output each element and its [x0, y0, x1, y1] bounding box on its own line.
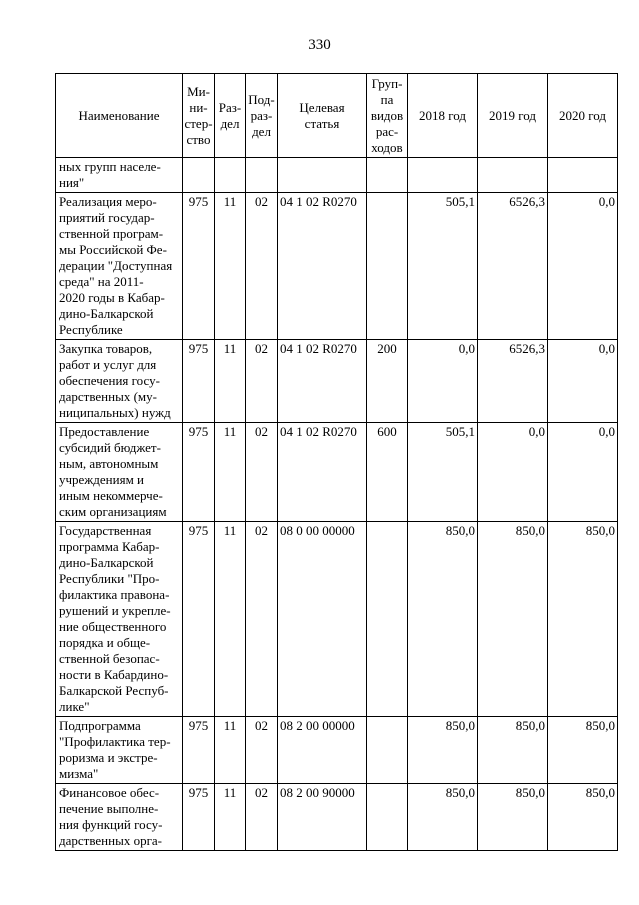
- page-number: 330: [308, 37, 331, 53]
- table-row: [56, 340, 618, 423]
- row-subsection: [246, 158, 278, 193]
- row-ministry: 975: [183, 784, 215, 851]
- row-target: 08 2 00 90000: [278, 784, 367, 851]
- row-2020: 0,0: [548, 340, 618, 423]
- row-target: 08 0 00 00000: [278, 522, 367, 717]
- row-name: Подпрограмма "Профилактика тер- роризма и экстре- мизма": [56, 717, 183, 784]
- row-2019: 850,0: [478, 784, 548, 851]
- row-expense-group: [367, 717, 408, 784]
- row-2020: [548, 158, 618, 193]
- row-ministry: 975: [183, 522, 215, 717]
- row-name: Финансовое обес- печение выполне- ния функций госу- дарственных орга-: [56, 784, 183, 851]
- row-2019: 6526,3: [478, 193, 548, 340]
- row-expense-group: 600: [367, 423, 408, 522]
- row-name: Государственная программа Кабар- дино-Балкарской Республики "Про- филактика правона- рушений и укрепле- ние общественного порядка и обще- ственной безопас- ности в Кабардино- Балкарской Респуб- лике": [56, 522, 183, 717]
- row-section: 11: [215, 423, 246, 522]
- row-name: Закупка товаров, работ и услуг для обеспечения госу- дарственных (му- ниципальных) нужд: [56, 340, 183, 423]
- row-target: 04 1 02 R0270: [278, 423, 367, 522]
- table-row: [56, 423, 618, 522]
- row-2019: 0,0: [478, 423, 548, 522]
- header-expense-group: Груп- па видов рас- ходов: [367, 74, 408, 158]
- row-name: ных групп населе- ния": [56, 158, 183, 193]
- row-2018: 505,1: [408, 193, 478, 340]
- table-row: [56, 784, 618, 851]
- header-section: Раз- дел: [215, 74, 246, 158]
- header-2019: 2019 год: [478, 74, 548, 158]
- row-2018: 850,0: [408, 784, 478, 851]
- header-ministry: Ми- ни- стер- ство: [183, 74, 215, 158]
- row-expense-group: [367, 158, 408, 193]
- row-section: [215, 158, 246, 193]
- header-target: Целевая статья: [278, 74, 367, 158]
- row-target: 04 1 02 R0270: [278, 340, 367, 423]
- row-target: 08 2 00 00000: [278, 717, 367, 784]
- row-expense-group: [367, 193, 408, 340]
- row-ministry: 975: [183, 717, 215, 784]
- header-subsection: Под- раз- дел: [246, 74, 278, 158]
- row-ministry: 975: [183, 193, 215, 340]
- row-2020: 850,0: [548, 784, 618, 851]
- row-2020: 0,0: [548, 193, 618, 340]
- row-ministry: 975: [183, 340, 215, 423]
- table-row: [56, 522, 618, 717]
- header-row: [56, 74, 618, 158]
- row-section: 11: [215, 784, 246, 851]
- header-2020: 2020 год: [548, 74, 618, 158]
- row-expense-group: [367, 784, 408, 851]
- table-row: [56, 717, 618, 784]
- row-expense-group: 200: [367, 340, 408, 423]
- row-2018: [408, 158, 478, 193]
- row-subsection: 02: [246, 340, 278, 423]
- row-2018: 850,0: [408, 522, 478, 717]
- row-subsection: 02: [246, 522, 278, 717]
- row-section: 11: [215, 717, 246, 784]
- row-name: Предоставление субсидий бюджет- ным, автономным учреждениям и иным некоммерче- ским организациям: [56, 423, 183, 522]
- budget-table: [55, 73, 618, 851]
- row-2019: [478, 158, 548, 193]
- table-row: [56, 193, 618, 340]
- row-name: Реализация меро- приятий государ- ственной програм- мы Российской Фе- дерации "Доступная среда" на 2011- 2020 годы в Кабар- дино-Балкарской Республике: [56, 193, 183, 340]
- row-section: 11: [215, 193, 246, 340]
- row-subsection: 02: [246, 423, 278, 522]
- row-2018: 850,0: [408, 717, 478, 784]
- row-2018: 0,0: [408, 340, 478, 423]
- row-ministry: [183, 158, 215, 193]
- header-2018: 2018 год: [408, 74, 478, 158]
- row-2020: 850,0: [548, 522, 618, 717]
- row-expense-group: [367, 522, 408, 717]
- row-subsection: 02: [246, 784, 278, 851]
- row-section: 11: [215, 340, 246, 423]
- row-2020: 850,0: [548, 717, 618, 784]
- row-2018: 505,1: [408, 423, 478, 522]
- row-target: 04 1 02 R0270: [278, 193, 367, 340]
- row-ministry: 975: [183, 423, 215, 522]
- row-2020: 0,0: [548, 423, 618, 522]
- row-subsection: 02: [246, 717, 278, 784]
- row-section: 11: [215, 522, 246, 717]
- header-name: Наименование: [56, 74, 183, 158]
- table-row: [56, 158, 618, 193]
- row-target: [278, 158, 367, 193]
- row-2019: 850,0: [478, 717, 548, 784]
- row-subsection: 02: [246, 193, 278, 340]
- row-2019: 850,0: [478, 522, 548, 717]
- row-2019: 6526,3: [478, 340, 548, 423]
